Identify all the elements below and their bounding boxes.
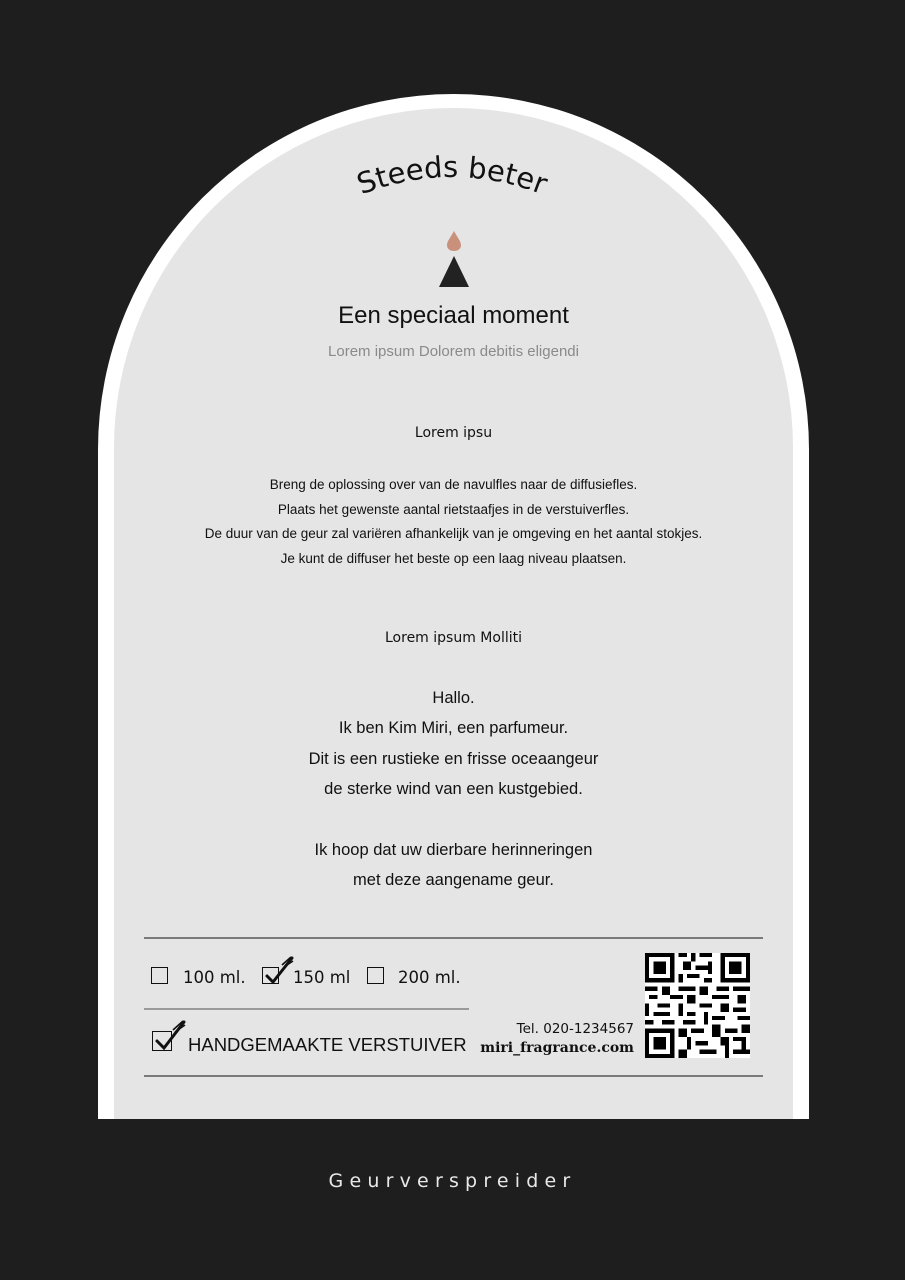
section2-heading: Lorem ipsum Molliti xyxy=(385,630,522,646)
check-mark-icon xyxy=(262,955,296,987)
handmade-label: HANDGEMAAKTE VERSTUIVER xyxy=(188,1034,467,1055)
page-subtitle: Lorem ipsum Dolorem debitis eligendi xyxy=(328,343,579,360)
qr-code-icon[interactable] xyxy=(645,953,750,1058)
page-title: Een speciaal moment xyxy=(338,302,569,329)
size-label-150ml: 150 ml xyxy=(293,968,351,987)
checkbox-100ml[interactable] xyxy=(151,967,168,984)
instruction-line: Je kunt de diffuser het beste op een laag niveau plaatsen. xyxy=(280,551,627,567)
divider-options xyxy=(144,1008,469,1010)
letter-line: Ik ben Kim Miri, een parfumeur. xyxy=(338,719,569,738)
paragraph-gap xyxy=(114,805,793,835)
letter-line: Dit is een rustieke en frisse oceaangeur xyxy=(308,749,599,768)
flame-pyramid-icon xyxy=(437,230,471,290)
instruction-line: De duur van de geur zal variëren afhankelijk van je omgeving en het aantal stokjes. xyxy=(204,526,703,542)
contact-website[interactable]: miri_fragrance.com xyxy=(480,1040,634,1056)
instruction-line: Plaats het gewenste aantal rietstaafjes in de verstuiverfles. xyxy=(277,501,630,517)
section1-heading: Lorem ipsu xyxy=(414,425,493,441)
instruction-line: Breng de oplossing over van de navulfles naar de diffusiefles. xyxy=(269,477,638,492)
curved-title xyxy=(302,148,602,238)
contact-phone: Tel. 020-1234567 xyxy=(516,1021,634,1037)
letter-line: met deze aangename geur. xyxy=(353,871,554,890)
letter-line: Ik hoop dat uw dierbare herinneringen xyxy=(314,841,593,860)
footer-label: Geurverspreider xyxy=(328,1170,577,1192)
divider-top xyxy=(144,937,763,939)
size-label-100ml: 100 ml. xyxy=(183,968,246,987)
instructions-block xyxy=(114,473,793,572)
checkbox-200ml[interactable] xyxy=(367,967,384,984)
size-label-200ml: 200 ml. xyxy=(398,968,461,987)
letter-block xyxy=(114,683,793,896)
divider-bottom xyxy=(144,1075,763,1077)
curved-title-text: Steeds beter xyxy=(352,149,552,202)
svg-text:Steeds beter xyxy=(352,150,551,201)
letter-line: Hallo. xyxy=(432,689,475,707)
check-mark-icon xyxy=(152,1019,188,1053)
letter-line: de sterke wind van een kustgebied. xyxy=(324,780,583,799)
